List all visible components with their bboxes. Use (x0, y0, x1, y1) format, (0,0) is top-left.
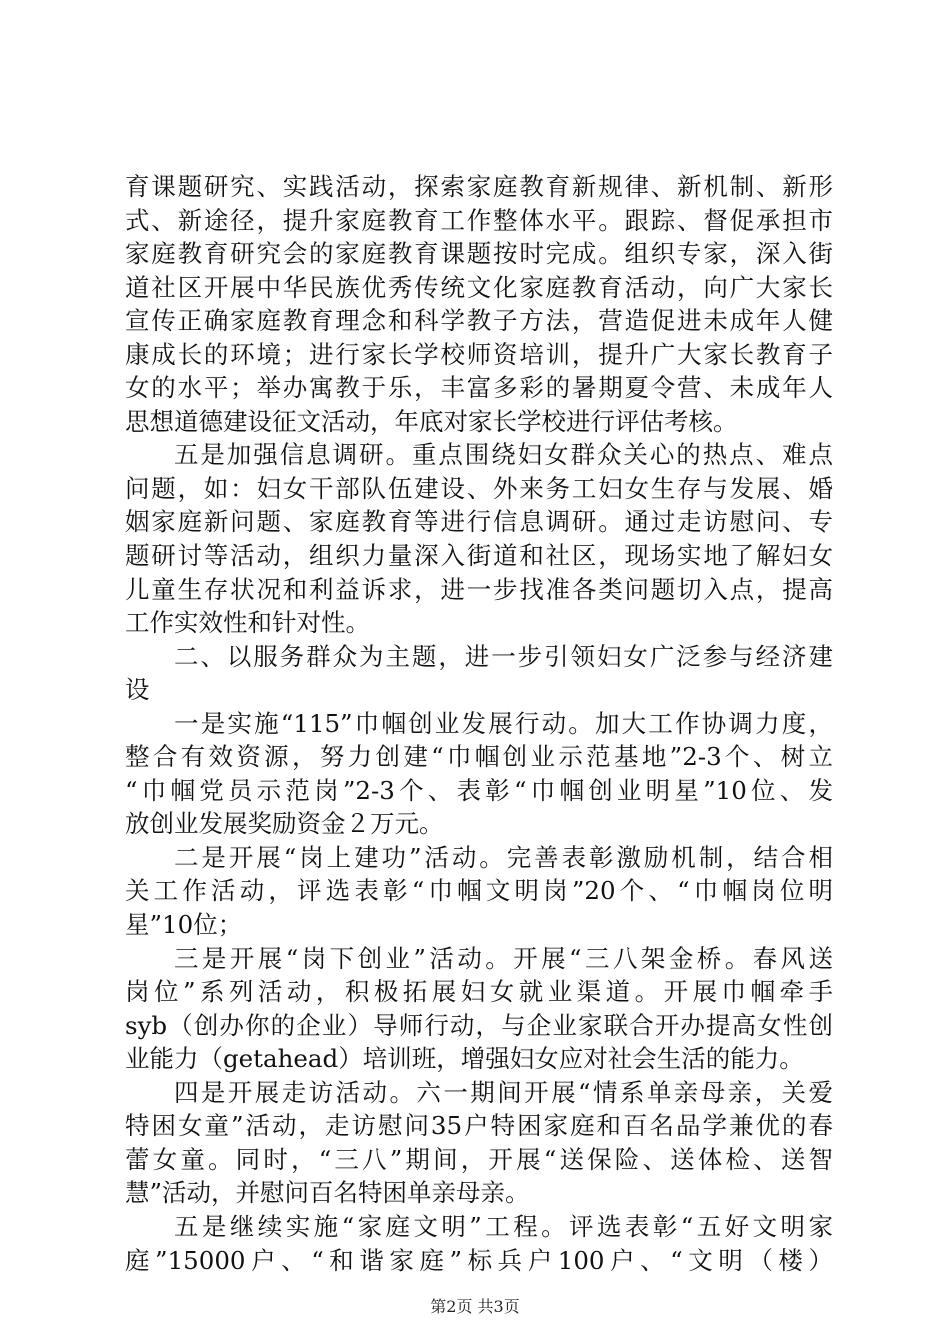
text-line: 蕾女童。同时，“三八”期间，开展“送保险、送体检、送智 (125, 1144, 833, 1174)
text-line: 康成长的环境；进行家长学校师资培训，提升广大家长教育子 (125, 339, 833, 369)
text-line: 慧”活动，并慰问百名特困单亲母亲。 (125, 1178, 530, 1208)
text-line: 思想道德建设征文活动，年底对家长学校进行评估考核。 (125, 406, 738, 436)
text-line: 儿童生存状况和利益诉求，进一步找准各类问题切入点，提高 (125, 574, 833, 604)
text-line: 岗位”系列活动，积极拓展妇女就业渠道。开展巾帼牵手 (125, 977, 833, 1007)
text-line: 宣传正确家庭教育理念和科学教子方法，营造促进未成年人健 (125, 306, 833, 336)
text-line: 特困女童”活动，走访慰问35户特困家庭和百名品学兼优的春 (125, 1111, 833, 1141)
text-line: 题研讨等活动，组织力量深入街道和社区，现场实地了解妇女 (125, 541, 833, 571)
text-line: 二、以服务群众为主题，进一步引领妇女广泛参与经济建 (174, 641, 833, 671)
text-line: 女的水平；举办寓教于乐，丰富多彩的暑期夏令营、未成年人 (125, 373, 833, 403)
text-line: 育课题研究、实践活动，探索家庭教育新规律、新机制、新形 (125, 172, 833, 201)
text-line: 四是开展走访活动。六一期间开展“情系单亲母亲，关爱 (174, 1077, 833, 1107)
text-line: 星”10位； (125, 910, 243, 940)
text-line: 五是加强信息调研。重点围绕妇女群众关心的热点、难点 (174, 440, 833, 470)
text-line: 整合有效资源，努力创建“巾帼创业示范基地”2-3个、树立 (125, 742, 833, 772)
text-line: syb（创办你的企业）导师行动，与企业家联合开办提高女性创 (125, 1010, 833, 1040)
text-line: 工作实效性和针对性。 (125, 608, 370, 638)
text-line: 庭”15000户、“和谐家庭”标兵户100户、“文明（楼） (125, 1245, 833, 1275)
text-line: 放创业发展奖励资金２万元。 (125, 809, 444, 839)
text-line: 业能力（getahead）培训班，增强妇女应对社会生活的能力。 (125, 1044, 804, 1074)
text-line: 道社区开展中华民族优秀传统文化家庭教育活动，向广大家长 (125, 272, 833, 302)
text-line: 三是开展“岗下创业”活动。开展“三八架金桥。春风送 (174, 943, 833, 973)
text-line: 二是开展“岗上建功”活动。完善表彰激励机制，结合相 (174, 842, 833, 872)
text-line: “巾帼党员示范岗”2-3个、表彰“巾帼创业明星”10位、发 (125, 775, 833, 805)
page-number: 第2页 共3页 (430, 1297, 520, 1316)
text-line: 关工作活动，评选表彰“巾帼文明岗”20个、“巾帼岗位明 (125, 876, 833, 906)
document-body (125, 170, 833, 1277)
page-footer (0, 1297, 950, 1317)
text-line: 问题，如：妇女干部队伍建设、外来务工妇女生存与发展、婚 (125, 473, 833, 503)
text-line: 一是实施“115”巾帼创业发展行动。加大工作协调力度， (174, 708, 833, 738)
text-line: 姻家庭新问题、家庭教育等进行信息调研。通过走访慰问、专 (125, 507, 833, 537)
text-line: 家庭教育研究会的家庭教育课题按时完成。组织专家，深入街 (125, 239, 833, 269)
text-line: 设 (125, 675, 150, 705)
text-line: 式、新途径，提升家庭教育工作整体水平。跟踪、督促承担市 (125, 205, 833, 235)
text-line: 五是继续实施“家庭文明”工程。评选表彰“五好文明家 (174, 1211, 833, 1241)
